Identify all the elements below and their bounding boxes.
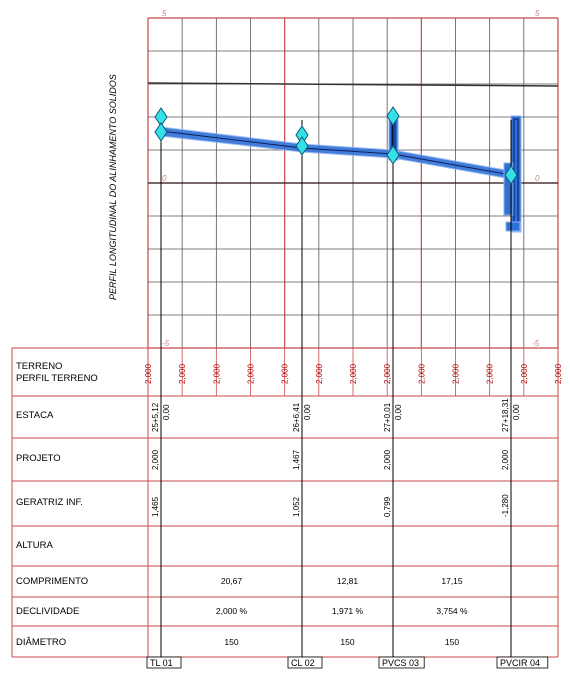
terreno-values xyxy=(144,363,563,384)
terreno-value: 2,000 xyxy=(178,363,188,384)
projeto-value: 1,467 xyxy=(292,449,301,470)
station-tag: PVCIR 04 xyxy=(500,658,541,668)
projeto-value: 2,000 xyxy=(151,449,160,470)
pipe-network xyxy=(161,116,521,232)
label-diametro: DIÂMETRO xyxy=(16,637,67,648)
geratriz-value: -1,280 xyxy=(501,494,510,517)
station-tag: PVCS 03 xyxy=(382,658,420,668)
terreno-value: 2,000 xyxy=(144,363,153,384)
label-geratriz: GERATRIZ INF. xyxy=(16,497,83,508)
scale-label-bottom-left: -5 xyxy=(162,339,170,348)
terreno-value: 2,000 xyxy=(383,363,393,384)
estaca-value: 27+0,01 xyxy=(383,402,392,432)
estaca-offset-value: 0,00 xyxy=(512,404,521,420)
scale-label-mid-left: 0 xyxy=(162,174,167,183)
declividade-value: 3,754 % xyxy=(436,606,468,616)
station-tag: CL 02 xyxy=(291,658,315,668)
pipe-segment-3-axis xyxy=(393,154,511,175)
profile-side-title: PERFIL LONGITUDINAL DO ALINHAMENTO SOLIDOS xyxy=(108,74,118,300)
terreno-value: 2,000 xyxy=(417,363,427,384)
node-markers xyxy=(155,107,517,184)
terreno-value: 2,000 xyxy=(554,363,563,384)
scale-label-bottom-right: -5 xyxy=(532,339,540,348)
label-comprimento: COMPRIMENTO xyxy=(16,576,89,587)
diametro-value: 150 xyxy=(444,637,460,647)
terreno-value: 2,000 xyxy=(280,363,290,384)
label-terreno: TERRENO xyxy=(16,361,63,372)
terreno-value: 2,000 xyxy=(246,363,256,384)
segment-values xyxy=(216,576,468,647)
estaca-value: 27+18,31 xyxy=(501,398,510,432)
terreno-value: 2,000 xyxy=(212,363,222,384)
geratriz-value: 0,799 xyxy=(383,496,392,517)
estaca-offset-value: 0,00 xyxy=(394,404,403,420)
terreno-value: 2,000 xyxy=(349,363,358,384)
data-table xyxy=(12,348,558,657)
estaca-value: 25+5,12 xyxy=(151,402,160,432)
estaca-value: 26+6,41 xyxy=(292,402,301,432)
projeto-value: 2,000 xyxy=(383,449,392,470)
scale-label-mid-right: 0 xyxy=(535,174,540,183)
comprimento-value: 20,67 xyxy=(220,576,243,586)
estaca-offset-value: 0,00 xyxy=(303,404,312,420)
label-projeto: PROJETO xyxy=(16,453,61,464)
estaca-offset-value: 0,00 xyxy=(162,404,171,420)
declividade-value: 2,000 % xyxy=(215,606,248,616)
label-perfil-terreno: PERFIL TERRENO xyxy=(16,373,98,384)
geratriz-value: 1,052 xyxy=(292,496,301,517)
declividade-value: 1,971 % xyxy=(331,606,364,616)
scale-label-top-left: 5 xyxy=(162,9,167,18)
label-estaca: ESTACA xyxy=(16,410,54,421)
projeto-value: 2,000 xyxy=(501,449,510,470)
diametro-value: 150 xyxy=(340,637,355,647)
scale-label-top-right: 5 xyxy=(535,9,540,18)
comprimento-value: 17,15 xyxy=(441,576,463,586)
node-marker xyxy=(155,123,167,141)
base-pvcir-04 xyxy=(506,222,520,231)
terreno-value: 2,000 xyxy=(519,363,529,384)
diametro-value: 150 xyxy=(224,637,239,647)
label-declividade: DECLIVIDADE xyxy=(16,606,80,617)
terreno-value: 2,000 xyxy=(314,363,324,384)
geratriz-value: 1,465 xyxy=(151,496,160,517)
comprimento-value: 12,81 xyxy=(336,576,359,586)
profile-grid xyxy=(148,18,558,348)
station-tag: TL 01 xyxy=(150,658,173,668)
terreno-value: 2,000 xyxy=(451,363,461,384)
label-altura: ALTURA xyxy=(16,540,53,551)
terreno-value: 2,000 xyxy=(485,363,495,384)
